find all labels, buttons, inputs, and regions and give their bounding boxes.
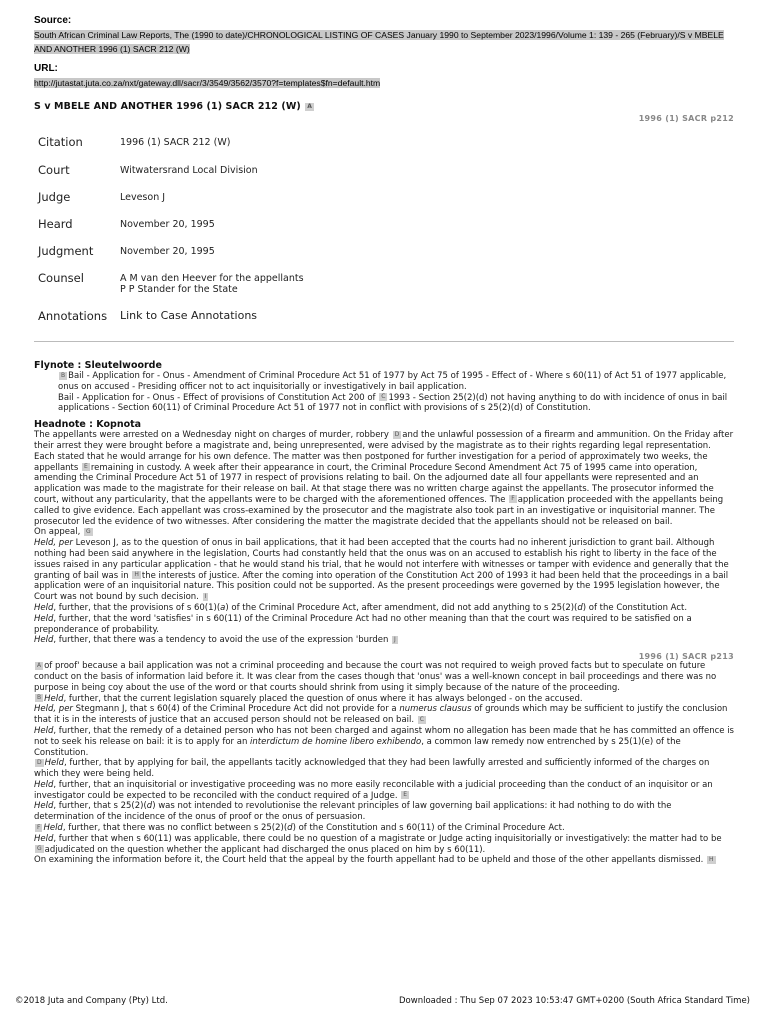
headnote-paragraph: On appeal, G [34, 527, 91, 538]
headnote-paragraph: On examining the information before it, the Court held that the appeal by the fourth appellant had to be upheld and those of the other appellants dismissed. H [34, 855, 714, 866]
meta-label: Heard [38, 217, 73, 231]
headnote-heading: Headnote : Kopnota [34, 419, 142, 431]
page-marker: D [394, 430, 400, 438]
meta-value: November 20, 1995 [120, 219, 215, 230]
meta-label: Court [38, 163, 70, 177]
flynote-heading: Flynote : Sleutelwoorde [34, 360, 162, 371]
document-page [34, 15, 734, 866]
flynote-paragraph: Bail - Application for - Onus - Effect of provisions of Constitution Act 200 of C 1993 - Section 25(2)(d) not having anything to do with incidence of onus in bail applications - Section 60(11) of Criminal Procedure Act 51 of 1977 not in conflict with provisions of s 25(2)(d) of Constitution. [58, 392, 728, 414]
page-marker: F [511, 495, 515, 503]
copyright-text: ©2018 Juta and Company (Pty) Ltd. [15, 996, 168, 1006]
case-metadata-table [38, 135, 304, 341]
source-text: South African Criminal Law Reports, The (1990 to date)/CHRONOLOGICAL LISTING OF CASES January 1990 to September 2023/1996/Volume 1: 139 - 265 (February)/S v MBELE AND ANOTHER 1996 (1) SACR 212 (W) [34, 30, 724, 54]
page-marker: J [394, 635, 396, 643]
page-marker: D [37, 758, 42, 766]
meta-label: Counsel [38, 271, 84, 285]
source-label: Source: [34, 15, 72, 26]
headnote-paragraph: Held, further, that the provisions of s 60(1)(a) of the Criminal Procedure Act, after amendment, did not add anything to s 25(2)(d) of the Constitution Act. [34, 602, 688, 613]
page-marker: G [85, 527, 91, 535]
page-marker: F [37, 823, 41, 831]
divider [34, 341, 734, 342]
headnote-paragraph: Held, per Stegmann J, that s 60(4) of the Criminal Procedure Act did not provide for a numerus clausus of grounds which may be sufficient to justify the conclusion that it is in the interests of justice that an accused person should not be released on bail. C [34, 704, 728, 726]
meta-label: Judgment [38, 244, 94, 258]
headnote-paragraph: Held, further that when s 60(11) was applicable, there could be no question of a magistrate or Judge acting inquisitorially or investigatively: the matter had to be G adjudicated on the question whether the applicant had discharged the onus placed on him by s 60(11). [34, 833, 722, 855]
page-marker: C [419, 715, 424, 723]
meta-row-citation [38, 135, 304, 163]
meta-value: A M van den Heever for the appellants P P Stander for the State [120, 273, 304, 295]
headnote-paragraph: D Held, further, that by applying for bail, the appellants tacitly acknowledged that they had been lawfully arrested and sufficiently informed of the charges on which they were being held. [34, 758, 710, 780]
annotations-link[interactable]: Link to Case Annotations [120, 309, 258, 322]
meta-label: Judge [38, 190, 71, 204]
page-marker: A [37, 661, 42, 669]
headnote-paragraph: Held, further, that an inquisitorial or investigative proceeding was no more easily reconcilable with a judicial proceeding than the conduct of an inquisitor or an investigator could be expected to be reconciled with the conduct required of a Judge. E [34, 779, 713, 801]
page-marker: B [61, 371, 66, 379]
page-marker: G [37, 845, 42, 853]
headnote-paragraph: Held, per Leveson J, as to the question of onus in bail applications, that it had been accepted that the courts had no inherent jurisdiction to grant bail. Although nothing had been said anywhere in the legislation, Courts had constantly held that the onus was on an accused to establish his right to liberty in the face of the issues raised in any particular application - that he would stand his trial, that he would not interfere with witnesses or tamper with evidence and generally that the granting of bail was in H the interests of justice. After the coming into operation of the Constitution Act 200 of 1993 it had been held that the proceedings in a bail application were of an inquisitorial nature. This position could not be supported. As the present proceedings were governed by the 1995 legislation however, the Court was not bound by such decision. I [34, 538, 729, 603]
headnote-paragraph: B Held, further, that the current legislation squarely placed the question of onus where it has always belonged - on the accused. [37, 693, 583, 704]
meta-row-heard [38, 217, 304, 244]
meta-value: Leveson J [120, 192, 166, 203]
meta-row-judge [38, 190, 304, 217]
meta-value: Witwatersrand Local Division [120, 165, 258, 176]
meta-row-counsel [38, 271, 304, 309]
headnote-paragraph: A of proof' because a bail application was not a criminal proceeding and because the court was not required to weigh proved facts but to speculate on future conduct on the basis of information laid before it. It was clear from the cases though that 'onus' was a well-known concept in bail proceedings and there was no purpose in being coy about the use of the word or that courts should shrink from using it simply because of the nature of the proceeding. [34, 661, 717, 693]
page-marker: E [403, 791, 408, 799]
meta-value: 1996 (1) SACR 212 (W) [120, 137, 231, 148]
headnote-continued [34, 661, 734, 866]
page-marker: I [204, 592, 207, 600]
page-marker: C [381, 393, 386, 401]
download-timestamp: Downloaded : Thu Sep 07 2023 10:53:47 GMT+0200 (South Africa Standard Time) [399, 996, 750, 1006]
page-marker: E [84, 463, 88, 471]
headnote-paragraph: Held, further, that the word 'satisfies' in s 60(11) of the Criminal Procedure Act had no other meaning than that the court was required to be satisfied on a preponderance of probability. [34, 613, 692, 635]
meta-label: Citation [38, 135, 83, 149]
page-marker: A [307, 102, 313, 110]
meta-value: November 20, 1995 [120, 246, 215, 257]
url-link[interactable]: http://jutastat.juta.co.za/nxt/gateway.dll/sacr/3/3549/3562/3570?f=templates$fn=default.htm [34, 78, 381, 88]
meta-row-judgment [38, 244, 304, 271]
flynote-body [58, 371, 734, 414]
meta-label: Annotations [38, 309, 108, 323]
url-label: URL: [34, 63, 58, 74]
page-marker: H [709, 855, 714, 863]
case-title: S v MBELE AND ANOTHER 1996 (1) SACR 212 (W) A [34, 101, 313, 112]
headnote-paragraph: F Held, further, that there was no conflict between s 25(2)(d) of the Constitution and s 60(11) of the Criminal Procedure Act. [37, 823, 565, 834]
headnote-paragraph: Held, further, that there was a tendency to avoid the use of the expression 'burden J [34, 635, 396, 646]
page-reference: 1996 (1) SACR p212 [638, 114, 734, 123]
page-reference: 1996 (1) SACR p213 [638, 652, 734, 662]
headnote-body [34, 430, 734, 646]
headnote-paragraph: Held, further, that the remedy of a detained person who has not been charged and against whom no allegation has been made that he has committed an offence is not to seek his release on bail: it is to apply for an interdictum de homine libero exhibendo, a common law remedy now entrenched by s 25(1)(e) of the Constitution. [34, 725, 734, 758]
headnote-paragraph: Held, further, that s 25(2)(d) was not intended to revolutionise the relevant principles of law governing bail applications: it had nothing to do with the determination of the incidence of the onus of proof or the onus of persuasion. [34, 801, 672, 823]
meta-row-annotations [38, 309, 304, 341]
headnote-paragraph: The appellants were arrested on a Wednesday night on charges of murder, robbery D and the unlawful possession of a firearm and ammunition. On the Friday after their arrest they were brought before a magistrate and, being unrepresented, were advised by the magistrate as to their rights regarding legal representation. Each stated that he would arrange for his own defence. The matter was then postponed for further investigation for a period of approximately two weeks, the appellants E remaining in custody. A week after their appearance in court, the Criminal Procedure Second Amendment Act 75 of 1995 came into operation, amending the Criminal Procedure Act 51 of 1977 in respect of provisions relating to bail. On the adjourned date all four appellants were represented and an application was made to the magistrate for their release on bail. At that stage there was no written charge against the appellants. The prosecutor informed the court, without any particularity, that the appellants were to be charged with the aforementioned offences. The F application proceeded with the appellants being called to give evidence. Each appellant was cross-examined by the prosecutor and the magistrate also took part in an investigative or inquisitorial manner. The prosecutor led the evidence of two witnesses. After considering the matter the magistrate decided that the appellants should not be released on bail. [34, 430, 734, 527]
page-marker: B [37, 694, 42, 702]
flynote-paragraph: B Bail - Application for - Onus - Amendment of Criminal Procedure Act 51 of 1977 by Act 75 of 1995 - Effect of - Where s 60(11) of Act 51 of 1977 applicable, onus on accused - Presiding officer not to act inquisitorially or investigatively in bail application. [58, 371, 727, 392]
page-marker: H [134, 571, 139, 579]
meta-row-court [38, 163, 304, 190]
